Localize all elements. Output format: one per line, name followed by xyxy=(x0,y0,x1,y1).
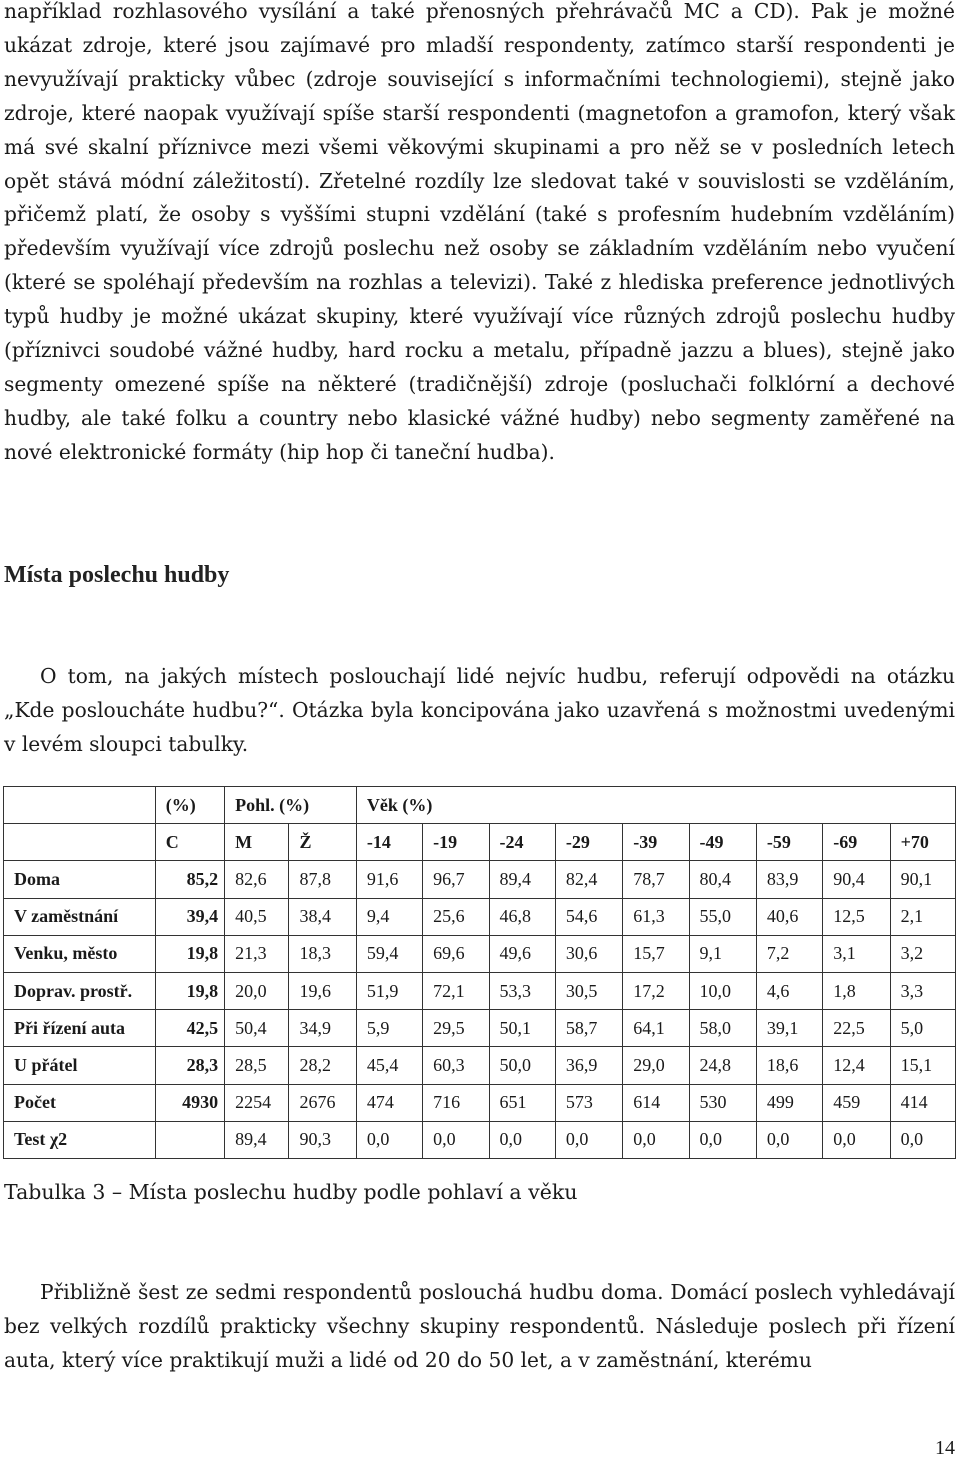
table-cell: 54,6 xyxy=(555,898,622,935)
table-cell: 474 xyxy=(356,1084,422,1121)
table-row-label: Počet xyxy=(4,1084,156,1121)
table-header-cell xyxy=(4,824,156,861)
table-row-label: V zaměstnání xyxy=(4,898,156,935)
table-row xyxy=(4,1010,956,1047)
data-table xyxy=(3,786,956,1159)
table-row xyxy=(4,1121,956,1158)
table-cell: 91,6 xyxy=(356,861,422,898)
table-cell: 20,0 xyxy=(225,972,289,1009)
table-cell: 24,8 xyxy=(689,1047,756,1084)
table-cell: 82,6 xyxy=(225,861,289,898)
table-row xyxy=(4,935,956,972)
table-header-cell: -69 xyxy=(823,824,890,861)
table-cell: 30,6 xyxy=(555,935,622,972)
table-cell: 0,0 xyxy=(489,1121,555,1158)
table-cell: 2254 xyxy=(225,1084,289,1121)
table-cell: 90,1 xyxy=(890,861,955,898)
paragraph-3: Přibližně šest ze sedmi respondentů poslouchá hudbu doma. Domácí poslech vyhledávají bez velkých rozdílů prakticky všechny skupiny respondentů. Následuje poslech při řízení auta, který více praktikují muži a lidé od 20 do 50 let, a v zaměstnání, kterému xyxy=(4,1280,955,1372)
table-cell: 61,3 xyxy=(623,898,689,935)
table-cell: 3,3 xyxy=(890,972,955,1009)
table-cell: 40,6 xyxy=(756,898,822,935)
table-row-label: U přátel xyxy=(4,1047,156,1084)
table-cell: 82,4 xyxy=(555,861,622,898)
table-header-cell: -59 xyxy=(756,824,822,861)
table-cell: 459 xyxy=(823,1084,890,1121)
table-cell: 15,1 xyxy=(890,1047,955,1084)
table-cell: 29,0 xyxy=(623,1047,689,1084)
table-cell: 0,0 xyxy=(756,1121,822,1158)
table-header-cell xyxy=(4,787,156,824)
table-row-label: Doma xyxy=(4,861,156,898)
table-cell: 15,7 xyxy=(623,935,689,972)
table-cell: 12,4 xyxy=(823,1047,890,1084)
table-cell: 80,4 xyxy=(689,861,756,898)
table-row xyxy=(4,898,956,935)
table-cell: 50,1 xyxy=(489,1010,555,1047)
table-header-row-2 xyxy=(4,824,956,861)
table-cell: 10,0 xyxy=(689,972,756,1009)
table-cell: 90,3 xyxy=(289,1121,356,1158)
table-cell: 78,7 xyxy=(623,861,689,898)
table-cell: 21,3 xyxy=(225,935,289,972)
section-heading: Místa poslechu hudby xyxy=(4,562,230,588)
table-cell: 530 xyxy=(689,1084,756,1121)
table-header-cell: -29 xyxy=(555,824,622,861)
table-cell: 22,5 xyxy=(823,1010,890,1047)
table-cell: 55,0 xyxy=(689,898,756,935)
table-header-cell: -39 xyxy=(623,824,689,861)
table-cell: 499 xyxy=(756,1084,822,1121)
table-cell: 18,3 xyxy=(289,935,356,972)
table-cell-total: 42,5 xyxy=(155,1010,224,1047)
table-cell: 46,8 xyxy=(489,898,555,935)
table-cell: 58,0 xyxy=(689,1010,756,1047)
table-cell-total xyxy=(155,1121,224,1158)
table-cell: 651 xyxy=(489,1084,555,1121)
table-header-cell: -14 xyxy=(356,824,422,861)
table-header-cell: (%) xyxy=(155,787,224,824)
table-cell: 19,6 xyxy=(289,972,356,1009)
table-body xyxy=(4,861,956,1159)
table-cell-total: 39,4 xyxy=(155,898,224,935)
table-cell: 716 xyxy=(423,1084,489,1121)
table-cell: 17,2 xyxy=(623,972,689,1009)
table-cell: 0,0 xyxy=(423,1121,489,1158)
table-header-cell: -24 xyxy=(489,824,555,861)
table-cell: 49,6 xyxy=(489,935,555,972)
table-header-cell: Pohl. (%) xyxy=(225,787,357,824)
table-row-label: Test χ2 xyxy=(4,1121,156,1158)
table-cell: 28,5 xyxy=(225,1047,289,1084)
table-cell: 64,1 xyxy=(623,1010,689,1047)
page-number: 14 xyxy=(935,1437,955,1459)
table-cell: 53,3 xyxy=(489,972,555,1009)
table-cell: 60,3 xyxy=(423,1047,489,1084)
table-row-label: Venku, město xyxy=(4,935,156,972)
table-cell: 28,2 xyxy=(289,1047,356,1084)
table-cell: 5,9 xyxy=(356,1010,422,1047)
table-cell: 40,5 xyxy=(225,898,289,935)
table-cell: 72,1 xyxy=(423,972,489,1009)
table-cell: 39,1 xyxy=(756,1010,822,1047)
table-header-cell: M xyxy=(225,824,289,861)
table-row xyxy=(4,1084,956,1121)
table-cell: 0,0 xyxy=(689,1121,756,1158)
table-row xyxy=(4,861,956,898)
table-cell: 0,0 xyxy=(823,1121,890,1158)
table-header-cell: -49 xyxy=(689,824,756,861)
table-header-cell: C xyxy=(155,824,224,861)
table-cell: 89,4 xyxy=(489,861,555,898)
table-cell: 414 xyxy=(890,1084,955,1121)
table-cell: 34,9 xyxy=(289,1010,356,1047)
table-cell: 90,4 xyxy=(823,861,890,898)
table-cell: 2,1 xyxy=(890,898,955,935)
table-cell: 12,5 xyxy=(823,898,890,935)
table-cell: 4,6 xyxy=(756,972,822,1009)
table-cell: 29,5 xyxy=(423,1010,489,1047)
table-row-label: Při řízení auta xyxy=(4,1010,156,1047)
table-header-cell: Věk (%) xyxy=(356,787,955,824)
table-row-label: Doprav. prostř. xyxy=(4,972,156,1009)
table-cell: 0,0 xyxy=(555,1121,622,1158)
table-cell: 59,4 xyxy=(356,935,422,972)
table-cell: 18,6 xyxy=(756,1047,822,1084)
table-header-cell: +70 xyxy=(890,824,955,861)
table-cell-total: 4930 xyxy=(155,1084,224,1121)
table-cell: 50,4 xyxy=(225,1010,289,1047)
table-cell: 45,4 xyxy=(356,1047,422,1084)
table-cell: 573 xyxy=(555,1084,622,1121)
table-cell: 9,4 xyxy=(356,898,422,935)
table-cell: 9,1 xyxy=(689,935,756,972)
paragraph-2: O tom, na jakých místech poslouchají lidé nejvíc hudbu, referují odpovědi na otázku „Kde posloucháte hudbu?“. Otázka byla koncipována jako uzavřená s možnostmi uvedenými v levém sloupci tabulky. xyxy=(4,664,955,756)
table-cell-total: 19,8 xyxy=(155,935,224,972)
table-cell: 51,9 xyxy=(356,972,422,1009)
table-cell: 89,4 xyxy=(225,1121,289,1158)
table-cell: 2676 xyxy=(289,1084,356,1121)
table-row xyxy=(4,972,956,1009)
table-header-cell: -19 xyxy=(423,824,489,861)
table-cell: 58,7 xyxy=(555,1010,622,1047)
table-caption: Tabulka 3 – Místa poslechu hudby podle pohlaví a věku xyxy=(4,1180,578,1204)
table-cell: 87,8 xyxy=(289,861,356,898)
table-cell-total: 85,2 xyxy=(155,861,224,898)
table-cell: 0,0 xyxy=(356,1121,422,1158)
table-cell: 96,7 xyxy=(423,861,489,898)
table-cell: 50,0 xyxy=(489,1047,555,1084)
table-cell: 3,1 xyxy=(823,935,890,972)
table-header-cell: Ž xyxy=(289,824,356,861)
table-cell: 614 xyxy=(623,1084,689,1121)
table-cell: 3,2 xyxy=(890,935,955,972)
paragraph-1: například rozhlasového vysílání a také přenosných přehrávačů MC a CD). Pak je možné ukázat zdroje, které jsou zajímavé pro mladší respondenty, zatímco starší respondenti je nevyužívají prakticky vůbec (zdroje související s informačními technologiemi), stejně jako zdroje, které naopak využívají spíše starší respondenti (magnetofon a gramofon, který však má své skalní příznivce mezi všemi věkovými skupinami a pro něž se v posledních letech opět stává módní záležitostí). Zřetelné rozdíly lze sledovat také v souvislosti se vzděláním, přičemž platí, že osoby s vyššími stupni vzdělání (také s profesním hudebním vzděláním) především využívají více zdrojů poslechu než osoby se základním vzděláním nebo vyučení (které se spoléhají především na rozhlas a televizi). Také z hlediska preference jednotlivých typů hudby je možné ukázat skupiny, které využívají více různých zdrojů poslechu hudby (příznivci soudobé vážné hudby, hard rocku a metalu, případně jazzu a blues), stejně jako segmenty omezené spíše na některé (tradičnější) zdroje (posluchači folklórní a dechové hudby, ale také folku a country nebo klasické vážné hudby) nebo segmenty zaměřené na nové elektronické formáty (hip hop či taneční hudba). xyxy=(4,0,955,464)
table-header-row-1 xyxy=(4,787,956,824)
table-cell: 1,8 xyxy=(823,972,890,1009)
table-cell: 25,6 xyxy=(423,898,489,935)
table-cell: 30,5 xyxy=(555,972,622,1009)
table-row xyxy=(4,1047,956,1084)
table-cell: 69,6 xyxy=(423,935,489,972)
table-cell: 0,0 xyxy=(623,1121,689,1158)
table-cell-total: 19,8 xyxy=(155,972,224,1009)
table-cell: 7,2 xyxy=(756,935,822,972)
table-cell: 0,0 xyxy=(890,1121,955,1158)
data-table-container xyxy=(3,786,956,1159)
table-cell: 36,9 xyxy=(555,1047,622,1084)
table-cell-total: 28,3 xyxy=(155,1047,224,1084)
table-cell: 5,0 xyxy=(890,1010,955,1047)
table-cell: 83,9 xyxy=(756,861,822,898)
table-cell: 38,4 xyxy=(289,898,356,935)
